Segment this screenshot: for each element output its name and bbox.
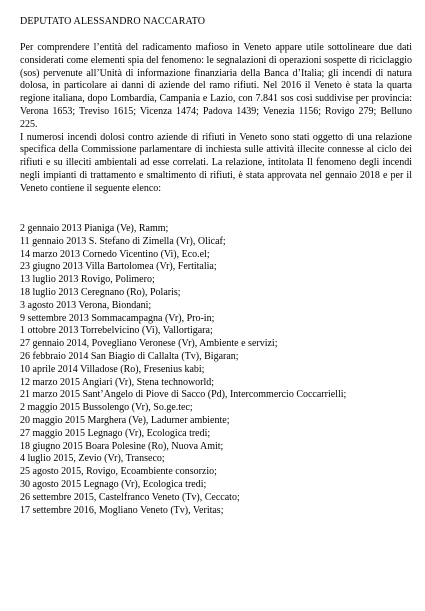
list-item: 12 marzo 2015 Angiari (Vr), Stena technoworld;	[20, 376, 215, 388]
document-body	[20, 42, 412, 196]
list-item: 23 giugno 2013 Villa Bartolomea (Vr), Fertitalia;	[20, 261, 217, 273]
list-item: 9 settembre 2013 Sommacampagna (Vr), Pro-in;	[20, 312, 215, 324]
list-item: 2 gennaio 2013 Pianiga (Ve), Ramm;	[20, 223, 169, 234]
list-item: 18 luglio 2013 Ceregnano (Ro), Polaris;	[20, 286, 181, 298]
list-item: 18 giugno 2015 Boara Polesine (Ro), Nuova Amit;	[20, 440, 224, 452]
list-item: 3 agosto 2013 Verona, Biondani;	[20, 299, 152, 311]
list-item: 30 agosto 2015 Legnago (Vr), Ecologica tredi;	[20, 478, 207, 490]
paragraph-antimafia-intro: Per comprendere l’entità del radicamento mafioso in Veneto appare utile sottolineare due dati considerati come elementi spia del fenomeno: le segnalazioni di operazioni sospette di riciclaggio (sos) pervenute all’Unità di informazione finanziaria della Banca d’Italia; gli incendi di natura dolosa, in particolare ai danni di aziende del ramo rifiuti. Nel 2016 il Veneto è stata la quarta regione italiana, dopo Lombardia, Campania e Lazio, con 7.841 sos così suddivise per provincia: Verona 1653; Treviso 1615; Vicenza 1474; Padova 1439; Venezia 1156; Rovigo 279; Belluno 225.	[20, 42, 412, 130]
list-item: 10 aprile 2014 Villadose (Ro), Fresenius kabi;	[20, 363, 205, 375]
list-item: 26 febbraio 2014 San Biagio di Callalta (Tv), Bigaran;	[20, 350, 239, 362]
list-item: 1 ottobre 2013 Torrebelvicino (Vi), Vallortigara;	[20, 325, 213, 337]
list-item: 26 settembre 2015, Castelfranco Veneto (Tv), Ceccato;	[20, 491, 240, 503]
document-heading: DEPUTATO ALESSANDRO NACCARATO	[20, 16, 206, 27]
list-item: 21 marzo 2015 Sant’Angelo di Piove di Sacco (Pd), Intercommercio Coccarrielli;	[20, 389, 347, 401]
list-item: 20 maggio 2015 Marghera (Ve), Ladurner ambiente;	[20, 414, 230, 426]
list-item: 25 agosto 2015, Rovigo, Ecoambiente consorzio;	[20, 466, 217, 478]
list-item: 11 gennaio 2013 S. Stefano di Zimella (Vr), Olicaf;	[20, 235, 226, 247]
list-item: 2 maggio 2015 Bussolengo (Vr), So.ge.tec;	[20, 402, 193, 414]
list-item: 17 settembre 2016, Mogliano Veneto (Tv), Veritas;	[20, 504, 224, 516]
list-item: 4 luglio 2015, Zevio (Vr), Transeco;	[20, 453, 165, 465]
paragraph-fires-report: I numerosi incendi dolosi contro aziende di rifiuti in Veneto sono stati oggetto di una relazione specifica della Commissione parlamentare di inchiesta sulle attività illecite connesse al ciclo dei rifiuti e su illeciti ambientali ad esse correlati. La relazione, intitolata Il fenomeno degli incendi negli impianti di trattamento e smaltimento di rifiuti, è stata approvata nel gennaio 2018 e per il Veneto contiene il seguente elenco:	[20, 131, 412, 194]
list-item: 27 maggio 2015 Legnago (Vr), Ecologica tredi;	[20, 427, 211, 439]
list-item: 13 luglio 2013 Rovigo, Polimero;	[20, 274, 155, 286]
list-item: 14 marzo 2013 Cornedo Vicentino (Vi), Eco.el;	[20, 248, 210, 260]
list-item: 27 gennaio 2014, Povegliano Veronese (Vr), Ambiente e servizi;	[20, 338, 278, 350]
incident-list	[20, 223, 412, 517]
